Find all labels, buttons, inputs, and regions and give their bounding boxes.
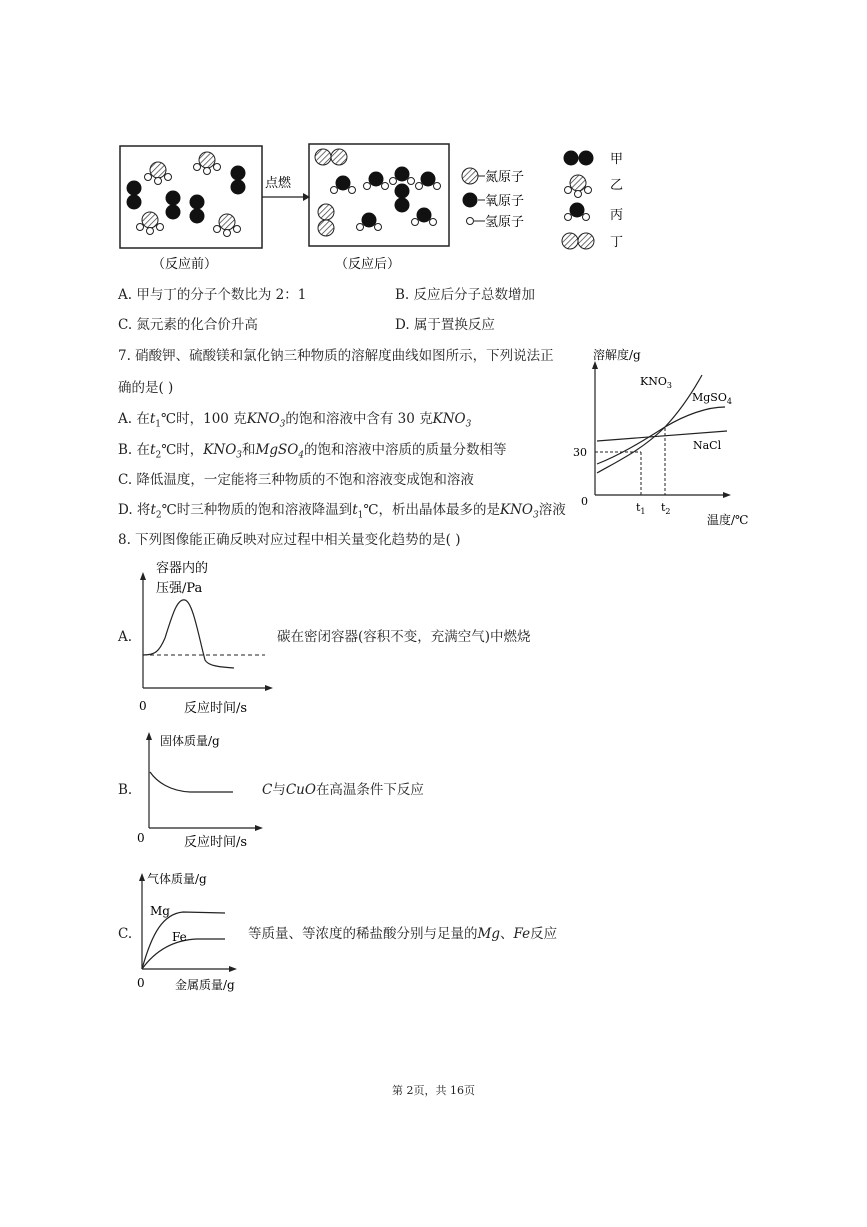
x-tick-t1: $t_1$ (636, 501, 646, 516)
mg-curve-label: Mg (150, 904, 170, 918)
formula-sub: 3 (532, 510, 539, 521)
q8-option-a-desc: 碳在密闭容器(容积不变，充满空气)中燃烧 (277, 629, 531, 645)
text: 在高温条件下反应 (315, 782, 424, 798)
origin-label: 0 (581, 495, 588, 508)
formula: Fe (513, 926, 531, 942)
text: 等质量、等浓度的稀盐酸分别与足量的 (248, 926, 478, 942)
h2o-molecule (357, 213, 382, 231)
math-sub: 1 (357, 510, 364, 521)
gas-mass-graph-svg (135, 866, 255, 996)
q8-option-c-desc (248, 924, 557, 944)
nh3-molecule (137, 212, 164, 235)
text: 的饱和溶液中含有 30 克 (285, 411, 433, 427)
solid-mass-graph (135, 728, 265, 853)
nh3-molecule (214, 214, 241, 237)
gas-ylabel: 气体质量/g (147, 872, 207, 886)
legend-molecule-jia (564, 151, 594, 166)
origin-label: 0 (137, 976, 145, 990)
after-caption: （反应后） (335, 257, 401, 272)
solid-mass-curve (150, 772, 233, 792)
q7-option-d[interactable] (118, 500, 566, 526)
q8-option-a-letter[interactable]: A. (118, 629, 133, 645)
math: t (149, 411, 156, 427)
x-axis-label: 温度/℃ (707, 513, 749, 527)
pressure-xlabel: 反应时间/s (184, 701, 248, 716)
math: t (150, 502, 156, 518)
text: 和 (242, 442, 256, 458)
gas-xlabel: 金属质量/g (175, 978, 235, 992)
reaction-diagram-svg (110, 140, 670, 275)
page-footer: 第 2页，共 16页 (392, 1084, 475, 1097)
o2-molecule (395, 184, 410, 213)
legend-label-ding: 丁 (610, 235, 624, 250)
nh3-molecule (194, 152, 221, 175)
q7-stem-line2: 确的是( ) (118, 380, 174, 396)
math-sub: 2 (155, 510, 162, 521)
legend-label-bing: 丙 (610, 208, 624, 223)
o2-molecule (166, 191, 181, 220)
o2-molecule (127, 181, 142, 210)
q8-stem: 8. 下列图像能正确反映对应过程中相关量变化趋势的是( ) (118, 532, 461, 548)
series-label-mgso4: MgSO$_4$ (692, 391, 732, 406)
o2-molecule (231, 166, 246, 195)
text: B. 在 (118, 442, 151, 458)
text: A. 在 (118, 411, 150, 427)
ignite-label: 点燃 (265, 176, 292, 191)
nh3-molecule (145, 162, 172, 185)
text: ℃时， (161, 442, 204, 458)
text: 溶液 (538, 502, 566, 518)
x-tick-t2: $t_2$ (661, 501, 671, 516)
solid-xlabel: 反应时间/s (184, 835, 248, 850)
formula-sub: 3 (236, 450, 242, 461)
pressure-curve (143, 600, 234, 668)
gas-mass-graph (135, 866, 255, 996)
legend-hydrogen-atom (467, 218, 486, 225)
q6-option-b[interactable]: B. 反应后分子总数增加 (395, 287, 536, 303)
h2o-molecule (390, 167, 415, 185)
series-label-nacl: NaCl (693, 439, 722, 452)
math-sub: 1 (155, 419, 162, 430)
q8-option-b-letter[interactable]: B. (118, 782, 133, 798)
series-label-kno3: $KNO_3$ (640, 375, 672, 390)
formula: Mg (477, 926, 500, 942)
math: t (150, 442, 156, 458)
q6-option-d[interactable]: D. 属于置换反应 (395, 317, 495, 333)
q6-option-a[interactable]: A. 甲与丁的分子个数比为 2：1 (118, 287, 307, 303)
q6-option-c[interactable]: C. 氮元素的化合价升高 (118, 317, 258, 333)
reaction-diagram (110, 140, 670, 275)
before-caption: （反应前） (152, 257, 218, 272)
h2o-molecule (416, 172, 441, 190)
formula: CuO (285, 782, 316, 798)
text: 与 (272, 782, 286, 798)
formula: KNO (246, 411, 280, 427)
legend-molecule-yi (565, 175, 592, 198)
q7-stem-line1: 7. 硝酸钾、硫酸镁和氯化钠三种物质的溶解度曲线如图所示，下列说法正 (118, 348, 554, 364)
o2-molecule (190, 195, 205, 224)
series-kno3-line (597, 375, 702, 473)
origin-label: 0 (139, 699, 147, 713)
legend-molecule-bing (565, 203, 590, 221)
formula: KNO (500, 502, 533, 518)
fe-curve-label: Fe (172, 930, 187, 944)
legend-label-yi: 乙 (610, 178, 624, 193)
legend-label-hydrogen: 氢原子 (485, 215, 525, 230)
h2o-molecule (364, 172, 389, 190)
y-tick-30: 30 (573, 446, 587, 459)
pressure-ylabel-line2: 压强/Pa (156, 581, 203, 596)
solubility-chart (565, 345, 765, 535)
legend-molecule-ding (562, 233, 594, 249)
text: 反应 (530, 926, 558, 942)
solid-ylabel: 固体质量/g (160, 734, 220, 748)
formula-sub: 3 (465, 419, 472, 430)
before-box (120, 146, 262, 248)
solubility-chart-svg (565, 345, 765, 535)
text: 的饱和溶液中溶质的质量分数相等 (304, 442, 507, 458)
legend-label-jia: 甲 (610, 152, 624, 167)
pressure-graph-svg (135, 556, 280, 716)
formula-sub: 3 (279, 419, 286, 430)
formula: MgSO (255, 442, 299, 458)
h2o-molecule (412, 208, 437, 226)
text: ℃时，100 克 (161, 411, 247, 427)
legend-label-oxygen: 氧原子 (485, 194, 525, 209)
pressure-graph (135, 556, 280, 716)
formula: C (262, 782, 273, 798)
math-sub: 2 (155, 450, 162, 461)
q7-option-a[interactable] (118, 409, 471, 435)
text: 、 (499, 926, 514, 942)
n2-molecule (318, 204, 334, 236)
legend-oxygen-atom (463, 193, 486, 208)
y-axis-label: 溶解度/g (593, 348, 641, 362)
h2o-molecule (331, 176, 356, 194)
formula-sub: 4 (298, 450, 305, 461)
solid-mass-graph-svg (135, 728, 265, 853)
text: D. 将 (118, 502, 151, 518)
n2-molecule (315, 149, 347, 165)
q7-option-c[interactable]: C. 降低温度，一定能将三种物质的不饱和溶液变成饱和溶液 (118, 472, 474, 488)
formula: KNO (203, 442, 237, 458)
math: t (352, 502, 358, 518)
q7-option-b[interactable] (118, 440, 507, 466)
q8-option-c-letter[interactable]: C. (118, 926, 133, 942)
legend-nitrogen-atom (462, 168, 485, 184)
origin-label: 0 (137, 831, 145, 845)
legend-label-nitrogen: 氮原子 (485, 170, 525, 185)
text: ℃时三种物质的饱和溶液降温到 (161, 502, 353, 518)
pressure-ylabel-line1: 容器内的 (156, 561, 209, 576)
text: ℃，析出晶体最多的是 (363, 502, 500, 518)
formula: KNO (432, 411, 466, 427)
q8-option-b-desc (262, 780, 424, 800)
